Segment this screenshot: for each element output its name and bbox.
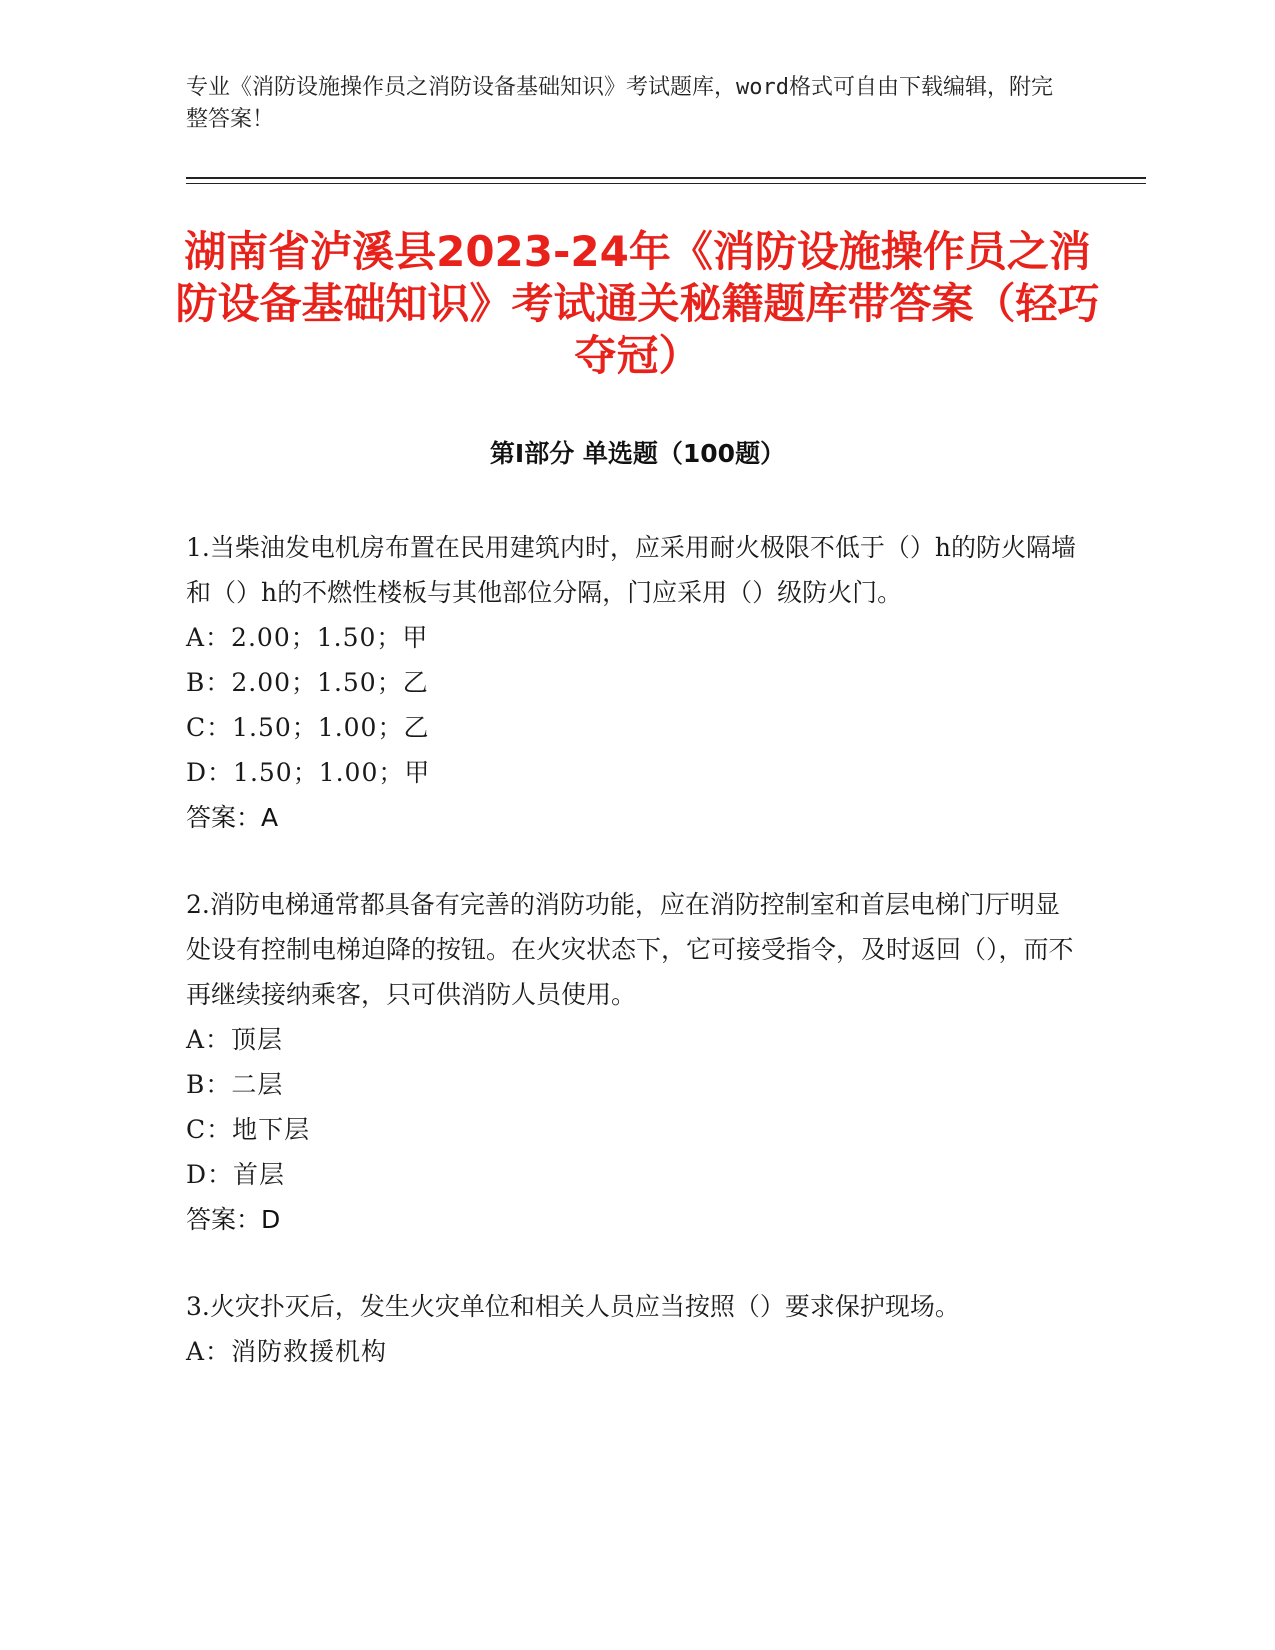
question-option: D：1.50；1.00；甲: [186, 758, 431, 787]
question-text: 3.火灾扑灭后，发生火灾单位和相关人员应当按照（）要求保护现场。: [186, 1292, 960, 1321]
header-divider-thick: [186, 177, 1146, 179]
question-option: C：地下层: [186, 1115, 311, 1144]
question-option: A：顶层: [186, 1025, 284, 1054]
question-option: A：2.00；1.50；甲: [186, 623, 429, 652]
question-item: [186, 525, 1076, 840]
question-option: A：消防救援机构: [186, 1337, 388, 1366]
section-title: 第I部分 单选题（100题）: [489, 439, 786, 468]
question-item: [186, 882, 1076, 1242]
header-divider-thin: [186, 183, 1146, 184]
question-answer: 答案：A: [186, 803, 279, 832]
question-text: 1.当柴油发电机房布置在民用建筑内时，应采用耐火极限不低于（）h的防火隔墙和（）h的不燃性楼板与其他部位分隔，门应采用（）级防火门。: [186, 533, 1076, 607]
header-note: 专业《消防设施操作员之消防设备基础知识》考试题库，word格式可自由下载编辑，附完整答案！: [186, 75, 1053, 132]
question-option: B：2.00；1.50；乙: [186, 668, 429, 697]
question-list: [186, 525, 1076, 1416]
question-item: [186, 1284, 1076, 1374]
question-answer: 答案：D: [186, 1205, 281, 1234]
question-option: B：二层: [186, 1070, 284, 1099]
question-option: C：1.50；1.00；乙: [186, 713, 430, 742]
document-title: 湖南省泸溪县2023-24年《消防设施操作员之消防设备基础知识》考试通关秘籍题库带答案（轻巧夺冠）: [175, 227, 1100, 380]
question-option: D：首层: [186, 1160, 286, 1189]
question-text: 2.消防电梯通常都具备有完善的消防功能，应在消防控制室和首层电梯门厅明显处设有控制电梯迫降的按钮。在火灾状态下，它可接受指令，及时返回（），而不再继续接纳乘客，只可供消防人员使用。: [186, 890, 1074, 1009]
